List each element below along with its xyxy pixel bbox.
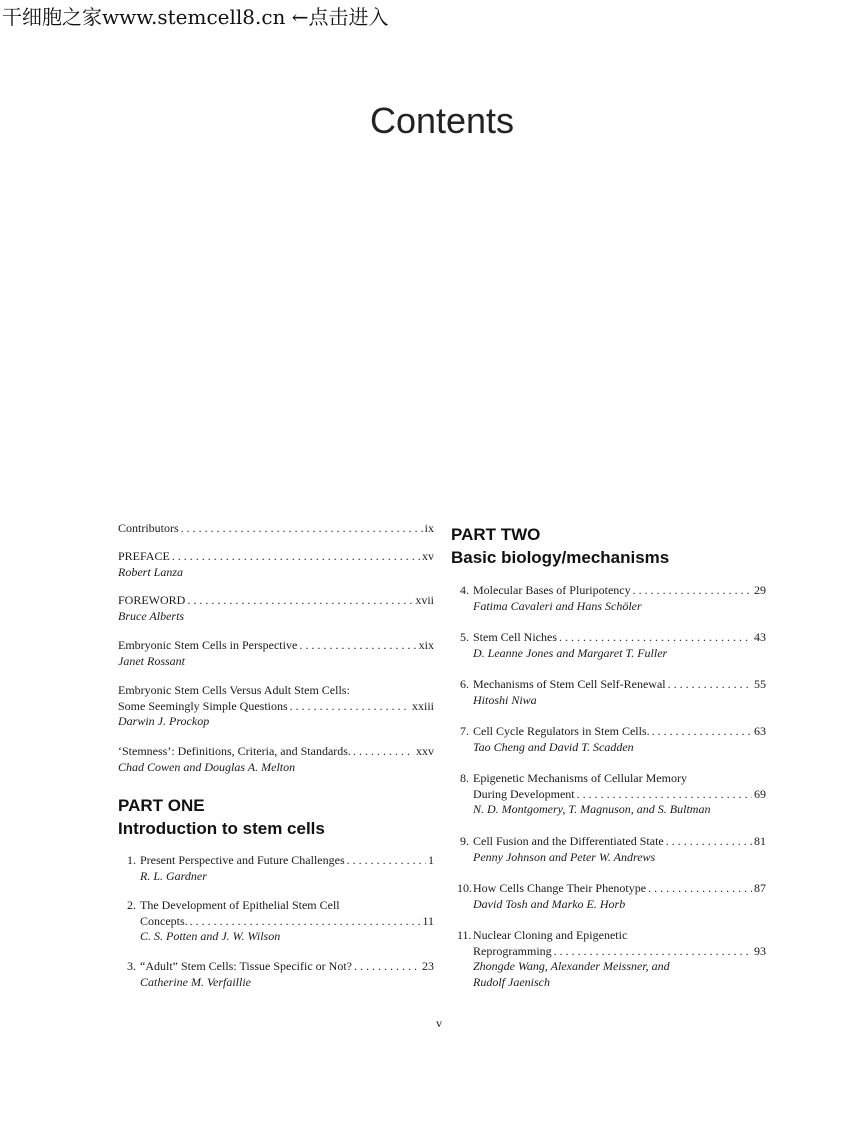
entry-title: Mechanisms of Stem Cell Self-Renewal — [473, 677, 666, 691]
part-subtitle: Basic biology/mechanisms — [451, 548, 670, 567]
entry-authors: Penny Johnson and Peter W. Andrews — [473, 849, 656, 864]
dot-leader — [648, 881, 752, 897]
entry-page: 63 — [754, 724, 766, 738]
part-subtitle: Introduction to stem cells — [118, 819, 325, 838]
entry-page: 29 — [754, 583, 766, 597]
entry-page: xv — [422, 549, 434, 563]
toc-entry[interactable] — [118, 744, 434, 775]
entry-authors: Janet Rossant — [118, 653, 185, 668]
chapter-number: 6. — [460, 677, 469, 691]
dot-leader — [290, 699, 410, 715]
entry-title-line — [473, 630, 766, 646]
entry-authors: Rudolf Jaenisch — [473, 974, 550, 989]
dot-leader — [577, 787, 752, 803]
page-title: Contents — [369, 100, 515, 141]
entry-authors: Catherine M. Verfaillie — [140, 974, 251, 989]
entry-page: xxiii — [411, 698, 434, 713]
toc-entry[interactable] — [457, 928, 766, 990]
entry-page: ix — [424, 521, 434, 535]
dot-leader — [354, 959, 420, 975]
entry-title: Nuclear Cloning and Epigenetic — [473, 928, 628, 942]
entry-title: Cell Fusion and the Differentiated State — [473, 834, 664, 848]
dot-leader — [172, 549, 420, 565]
site-banner-link[interactable]: 干细胞之家www.stemcell8.cn ←点击进入 — [2, 5, 389, 29]
entry-page: xvii — [415, 593, 434, 607]
page-number: v — [436, 1016, 442, 1030]
entry-page: 69 — [754, 786, 766, 801]
dot-leader — [353, 744, 414, 760]
toc-entry[interactable] — [460, 630, 766, 661]
entry-title: Reprogramming — [473, 943, 552, 958]
entry-title: FOREWORD — [118, 593, 186, 607]
entry-title: Embryonic Stem Cells Versus Adult Stem Cells: — [118, 683, 350, 697]
toc-entry[interactable] — [460, 834, 766, 865]
dot-leader — [666, 834, 752, 850]
part-label: PART ONE — [118, 796, 205, 815]
chapter-number: 7. — [460, 724, 469, 738]
part-one-heading — [118, 794, 325, 840]
entry-title-line — [473, 928, 766, 944]
entry-title-line — [473, 583, 766, 599]
entry-authors: C. S. Potten and J. W. Wilson — [140, 929, 281, 943]
entry-title-line — [140, 898, 434, 914]
entry-authors: Bruce Alberts — [118, 608, 185, 623]
entry-title-line — [473, 881, 766, 897]
entry-title-line — [118, 593, 434, 609]
toc-entry[interactable] — [118, 593, 434, 624]
entry-title: Concepts. — [140, 913, 188, 928]
entry-title: Cell Cycle Regulators in Stem Cells. — [473, 724, 650, 738]
entry-title-line — [473, 677, 766, 693]
entry-title-line — [473, 834, 766, 850]
chapter-number: 5. — [460, 630, 469, 644]
entry-title: Stem Cell Niches — [473, 630, 557, 644]
entry-title: Molecular Bases of Pluripotency — [473, 583, 631, 597]
entry-title-line — [140, 914, 434, 930]
dot-leader — [299, 638, 416, 654]
entry-authors: R. L. Gardner — [140, 868, 207, 883]
entry-authors: David Tosh and Marko E. Horb — [473, 896, 626, 911]
dot-leader — [347, 853, 426, 869]
entry-authors: Hitoshi Niwa — [473, 692, 537, 707]
dot-leader — [554, 944, 752, 960]
entry-authors: Darwin J. Prockop — [118, 714, 210, 728]
entry-authors: Chad Cowen and Douglas A. Melton — [118, 759, 296, 774]
entry-title-line — [118, 744, 434, 760]
entry-page: 81 — [754, 834, 766, 848]
toc-entry[interactable] — [118, 549, 434, 580]
toc-entry[interactable] — [118, 683, 434, 730]
entry-title: Present Perspective and Future Challenges — [140, 853, 345, 867]
toc-entry[interactable] — [127, 853, 434, 884]
entry-authors: Robert Lanza — [118, 564, 184, 579]
toc-entry[interactable] — [118, 521, 434, 537]
entry-authors: Tao Cheng and David T. Scadden — [473, 739, 634, 754]
entry-page: xxv — [416, 744, 434, 758]
entry-page: 1 — [428, 853, 434, 867]
entry-page: 93 — [754, 943, 766, 958]
entry-title: The Development of Epithelial Stem Cell — [140, 898, 340, 912]
dot-leader — [668, 677, 752, 693]
entry-page: xix — [418, 638, 434, 652]
entry-title: Contributors — [118, 521, 179, 535]
entry-title-line — [473, 771, 766, 787]
chapter-number: 8. — [460, 771, 469, 785]
toc-entry[interactable] — [118, 638, 434, 669]
entry-title-line — [473, 944, 766, 960]
toc-entry[interactable] — [460, 724, 766, 755]
entry-page: 87 — [754, 881, 766, 895]
chapter-number: 10. — [457, 881, 472, 895]
dot-leader — [190, 914, 421, 930]
part-two-heading — [451, 523, 669, 569]
entry-title: Some Seemingly Simple Questions — [118, 698, 288, 713]
toc-entry[interactable] — [460, 771, 766, 818]
entry-title-line — [118, 549, 434, 565]
entry-title-line — [118, 699, 434, 715]
toc-entry[interactable] — [460, 583, 766, 614]
entry-title-line — [473, 724, 766, 740]
entry-title-line — [473, 787, 766, 803]
chapter-number: 3. — [127, 959, 136, 973]
entry-page: 55 — [754, 677, 766, 691]
entry-title-line — [118, 638, 434, 654]
dot-leader — [559, 630, 752, 646]
entry-page: 23 — [422, 959, 434, 973]
toc-entry[interactable] — [127, 959, 434, 990]
entry-title-line — [118, 521, 434, 537]
entry-page: 11 — [422, 913, 434, 928]
toc-entry[interactable] — [127, 898, 434, 945]
dot-leader — [181, 521, 423, 537]
chapter-number: 4. — [460, 583, 469, 597]
entry-title: Embryonic Stem Cells in Perspective — [118, 638, 298, 652]
entry-authors: Fatima Cavaleri and Hans Schöler — [473, 598, 642, 613]
entry-title: ‘Stemness’: Definitions, Criteria, and Standards. — [118, 744, 351, 758]
entry-title-line — [118, 683, 434, 699]
entry-title-line — [140, 959, 434, 975]
entry-title: PREFACE — [118, 549, 170, 563]
dot-leader — [187, 593, 413, 609]
entry-authors: D. Leanne Jones and Margaret T. Fuller — [473, 645, 668, 660]
part-label: PART TWO — [451, 525, 541, 544]
dot-leader — [652, 724, 752, 740]
chapter-number: 2. — [127, 898, 136, 912]
entry-authors: Zhongde Wang, Alexander Meissner, and — [473, 959, 670, 973]
chapter-number: 11. — [457, 928, 472, 942]
entry-page: 43 — [754, 630, 766, 644]
dot-leader — [633, 583, 752, 599]
toc-entry[interactable] — [457, 881, 766, 912]
chapter-number: 9. — [460, 834, 469, 848]
chapter-number: 1. — [127, 853, 136, 867]
entry-authors: N. D. Montgomery, T. Magnuson, and S. Bultman — [473, 802, 711, 816]
entry-title: “Adult” Stem Cells: Tissue Specific or Not? — [140, 959, 352, 973]
entry-title: During Development — [473, 786, 575, 801]
entry-title: How Cells Change Their Phenotype — [473, 881, 647, 895]
toc-entry[interactable] — [460, 677, 766, 708]
entry-title-line — [140, 853, 434, 869]
entry-title: Epigenetic Mechanisms of Cellular Memory — [473, 771, 687, 785]
